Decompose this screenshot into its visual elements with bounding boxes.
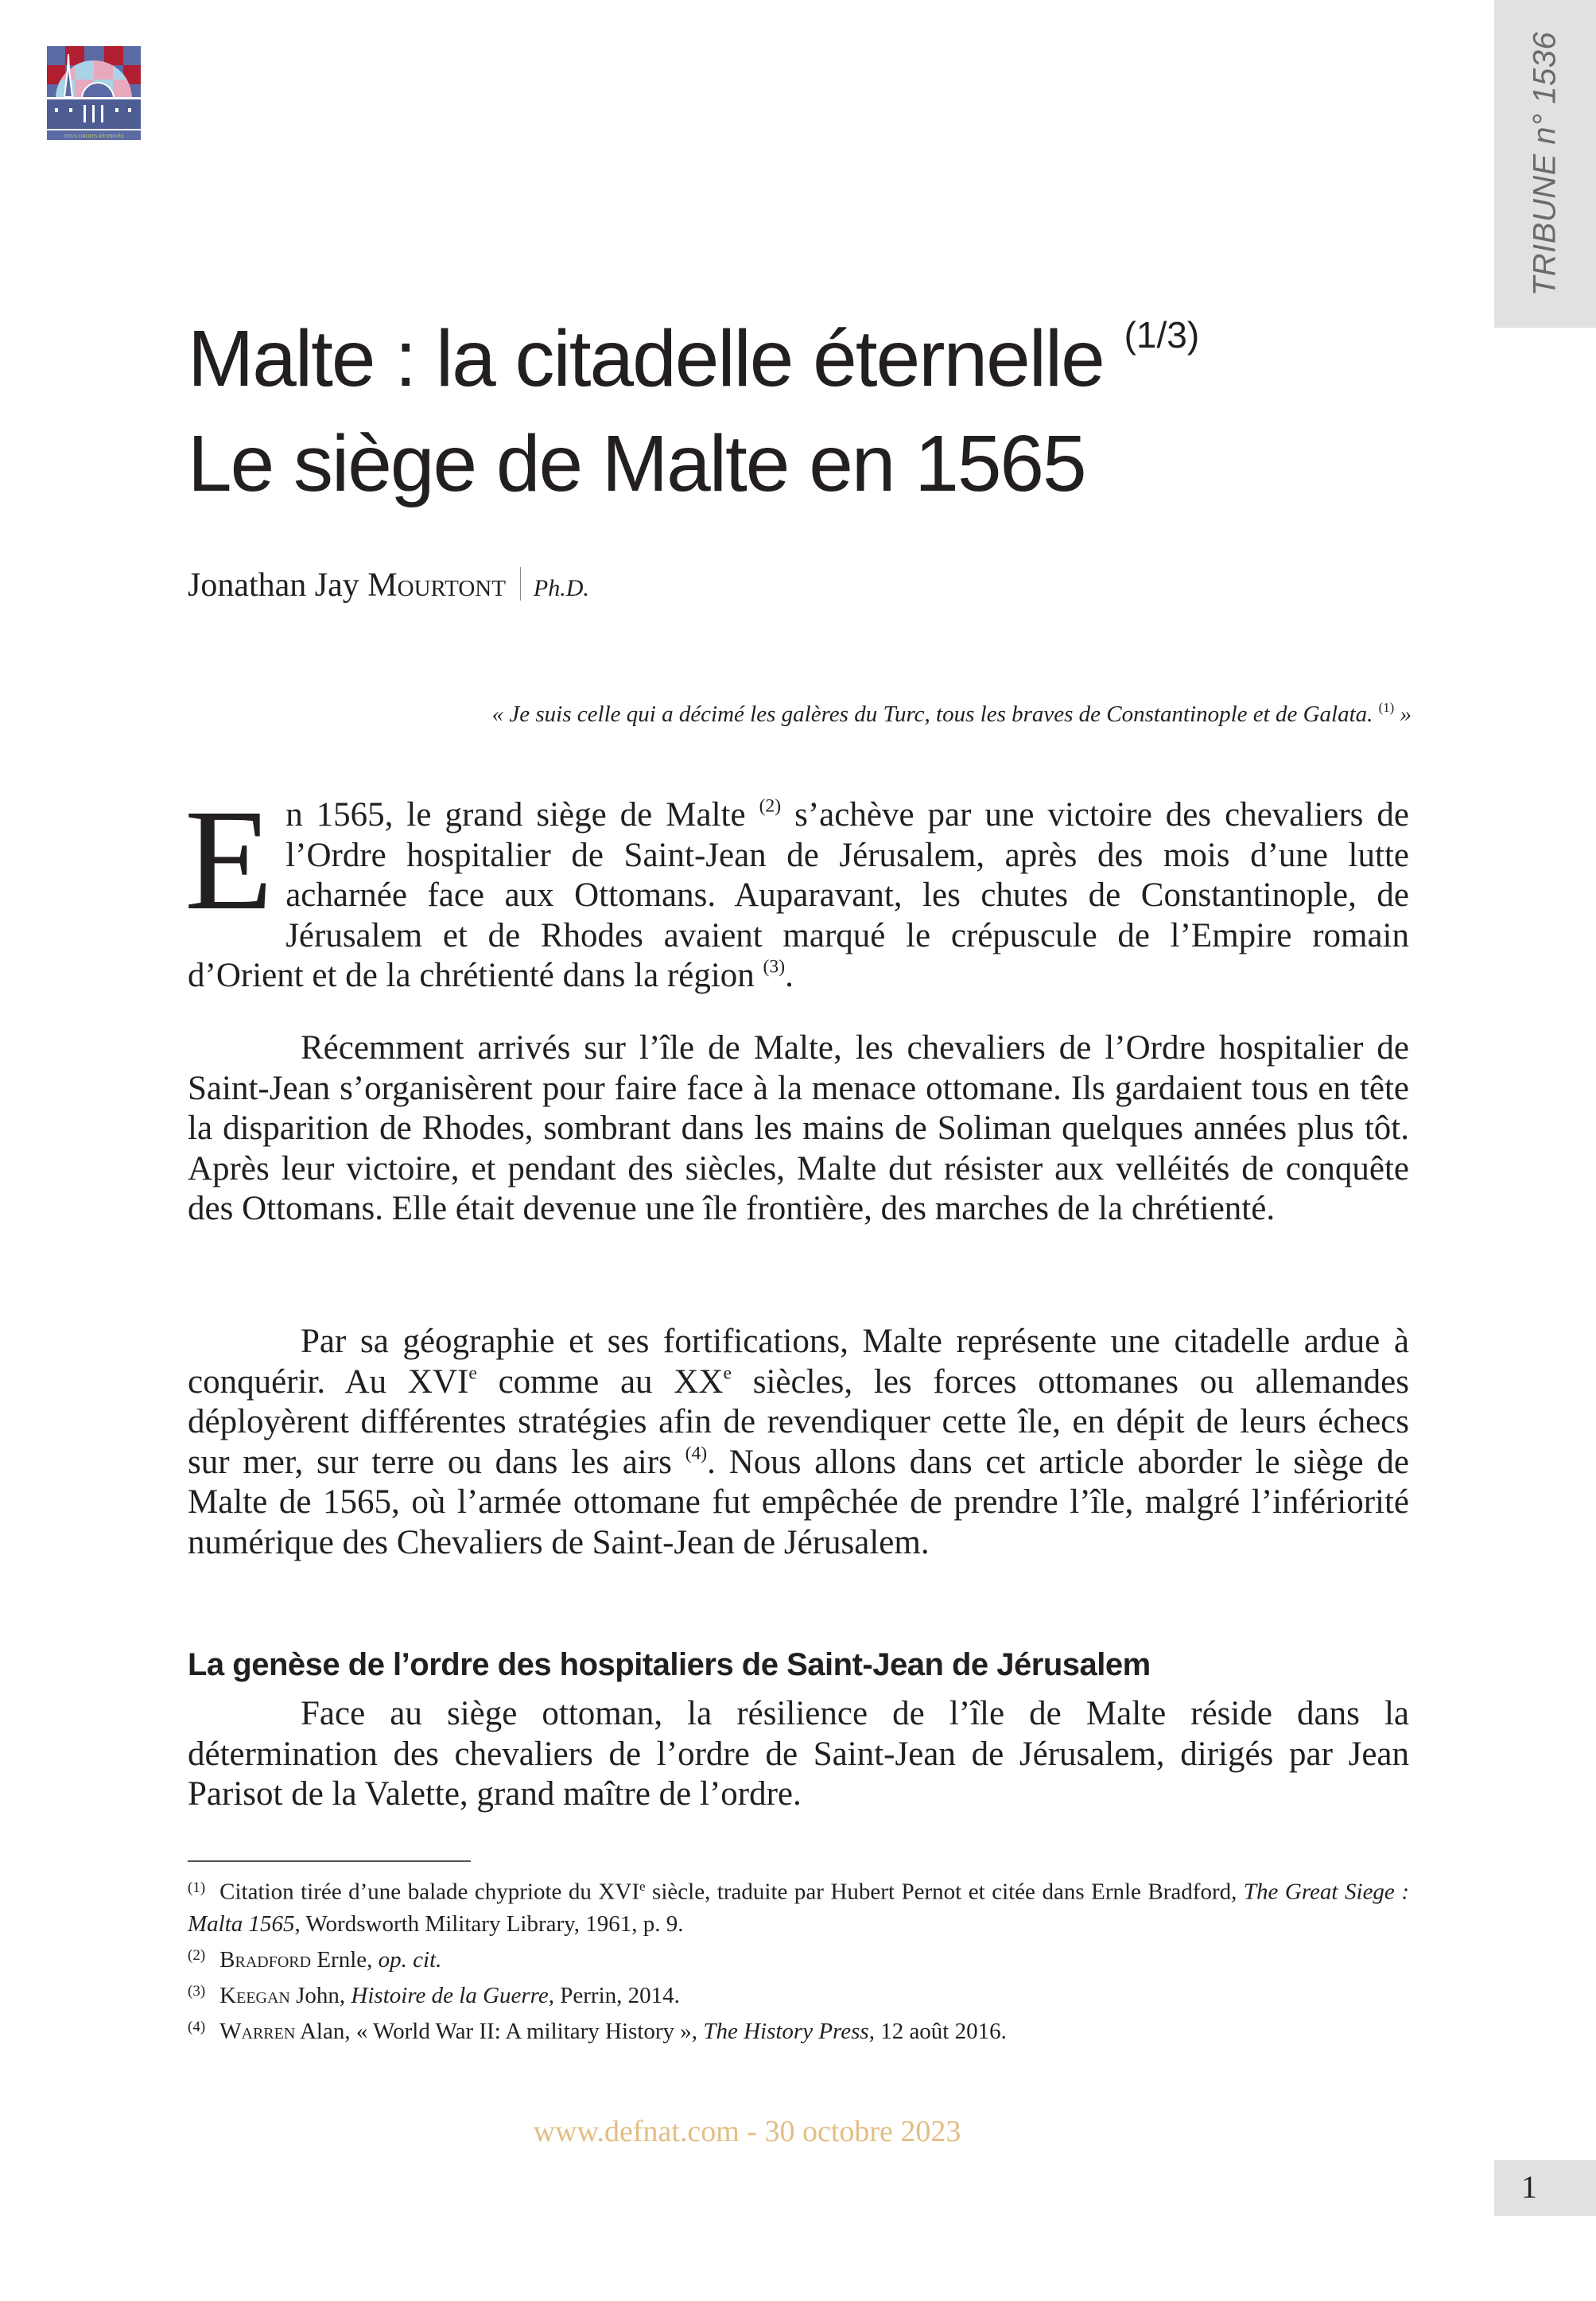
title-main: Malte : la citadelle éternelle	[188, 314, 1104, 403]
defnat-logo	[47, 46, 141, 140]
paragraph-text: Par sa géographie et ses fortifications, Malte représente une citadelle ardue à conquérir. Au XVI	[188, 1323, 1409, 1401]
author-last-name: Mourtont	[367, 567, 506, 604]
footnote-2	[188, 1940, 1409, 1976]
paragraph-text: siècles, les forces ottomanes ou allemandes déployèrent différentes stratégies afin de revendiquer cette île, en dépit de leurs échecs sur mer, sur terre ou dans les airs	[188, 1362, 1409, 1481]
century-superscript: e	[723, 1362, 732, 1383]
footnote-text: Alan, « World War II: A military History »,	[295, 2018, 704, 2044]
title-part-indicator: (1/3)	[1124, 314, 1200, 356]
footnote-ref-3[interactable]: (3)	[763, 956, 786, 978]
footnote-text: , Perrin, 2014.	[548, 1982, 680, 2008]
footnote-author: Warren	[219, 2018, 296, 2044]
century-superscript: e	[468, 1362, 477, 1383]
footnote-number: (2)	[188, 1946, 206, 1964]
paragraph-2	[188, 1028, 1409, 1230]
footnote-text: Ernle,	[311, 1946, 379, 1973]
article-title	[188, 282, 1380, 516]
tribune-number: TRIBUNE n° 1536	[1527, 31, 1563, 297]
page-number-box	[1494, 2160, 1596, 2216]
footnote-book-title: The History Press	[703, 2018, 869, 2044]
paragraph-text: Récemment arrivés sur l’île de Malte, les chevaliers de l’Ordre hospitalier de Saint-Jean s’organisèrent pour faire face à la menace ottomane. Ils gardaient tous en tête la disparition de Rhodes, sombrant dans les mains de Soliman quelques années plus tôt. Après leur victoire, et pendant des siècles, Malte dut résister aux velléités de conquête des Ottomans. Elle était devenue une île frontière, des marches de la chrétienté.	[188, 1029, 1409, 1227]
footnote-number: (1)	[188, 1879, 206, 1896]
section-heading: La genèse de l’ordre des hospitaliers de Saint-Jean de Jérusalem	[188, 1647, 1151, 1683]
footer-site-date[interactable]: www.defnat.com - 30 octobre 2023	[533, 2115, 961, 2148]
defnat-logo-icon	[47, 46, 141, 140]
footnote-3	[188, 1976, 1409, 2011]
logo-caption: TOUS DROITS RÉSERVÉS	[64, 134, 124, 139]
author-degree: Ph.D.	[533, 575, 589, 601]
footnote-1	[188, 1871, 1409, 1940]
paragraph-text: Face au siège ottoman, la résilience de l’île de Malte réside dans la détermination des chevaliers de l’ordre de Saint-Jean de Jérusalem, dirigés par Jean Parisot de la Valette, grand maître de l’ordre.	[188, 1695, 1409, 1813]
title-line-1	[188, 282, 1380, 411]
tribune-tab	[1494, 0, 1596, 328]
page-number: 1	[1521, 2169, 1537, 2205]
century-superscript: e	[639, 1879, 646, 1894]
paragraph-text: comme au XX	[476, 1362, 724, 1401]
epigraph	[492, 700, 1412, 728]
footnote-divider	[188, 1860, 471, 1862]
author-first-names: Jonathan Jay	[188, 567, 359, 604]
footnote-ref-1[interactable]: (1)	[1378, 700, 1395, 715]
footnote-4	[188, 2011, 1409, 2047]
footnote-book-title: op. cit.	[378, 1946, 442, 1973]
paragraph-3	[188, 1322, 1409, 1563]
footnotes	[188, 1871, 1409, 2047]
footnote-ref-4[interactable]: (4)	[685, 1442, 708, 1463]
footnote-text: siècle, traduite par Hubert Pernot et citée dans Ernle Bradford,	[645, 1879, 1244, 1905]
paragraph-text: s’achève par une victoire des chevaliers de l’Ordre hospitalier de Saint-Jean de Jérusalem, après des mois d’une lutte acharnée face aux Ottomans. Auparavant, les chutes de Constantinople, de Jérusalem et de Rhodes avaient marqué le crépuscule de l’Empire romain d’Orient et de la chrétienté dans la région	[188, 796, 1409, 994]
paragraph-text: .	[785, 957, 794, 994]
footnote-number: (4)	[188, 2018, 206, 2035]
footnote-number: (3)	[188, 1982, 206, 2000]
footnote-text: John,	[289, 1982, 351, 2008]
author-byline	[188, 566, 589, 604]
footnote-text: , Wordsworth Military Library, 1961, p. 9.	[294, 1910, 684, 1937]
epigraph-close: »	[1400, 701, 1412, 727]
footnote-ref-2[interactable]: (2)	[759, 795, 782, 817]
footnote-text: Citation tirée d’une balade chypriote du XVI	[219, 1879, 639, 1905]
paragraph-intro	[184, 780, 1409, 997]
epigraph-text: « Je suis celle qui a décimé les galères du Turc, tous les braves de Constantinople et de Galata.	[491, 701, 1373, 727]
drop-cap: E	[184, 780, 274, 940]
footnote-text: , 12 août 2016.	[868, 2018, 1007, 2044]
footnote-author: Keegan	[219, 1982, 290, 2008]
paragraph-text: n 1565, le grand siège de Malte	[285, 796, 759, 834]
footnote-author: Bradford	[219, 1946, 312, 1973]
paragraph-4	[188, 1694, 1409, 1815]
footnote-book-title: Histoire de la Guerre	[351, 1982, 549, 2008]
paragraph-text: . Nous allons dans cet article aborder le siège de Malte de 1565, où l’armée ottomane fut empêchée de prendre l’île, malgré l’infériorité numérique des Chevaliers de Saint-Jean de Jérusalem.	[188, 1443, 1409, 1561]
footnote-book-title: The Great Siege : Malta 1565	[188, 1879, 1409, 1937]
title-line-2: Le siège de Malte en 1565	[188, 419, 1085, 508]
byline-separator	[520, 567, 521, 601]
